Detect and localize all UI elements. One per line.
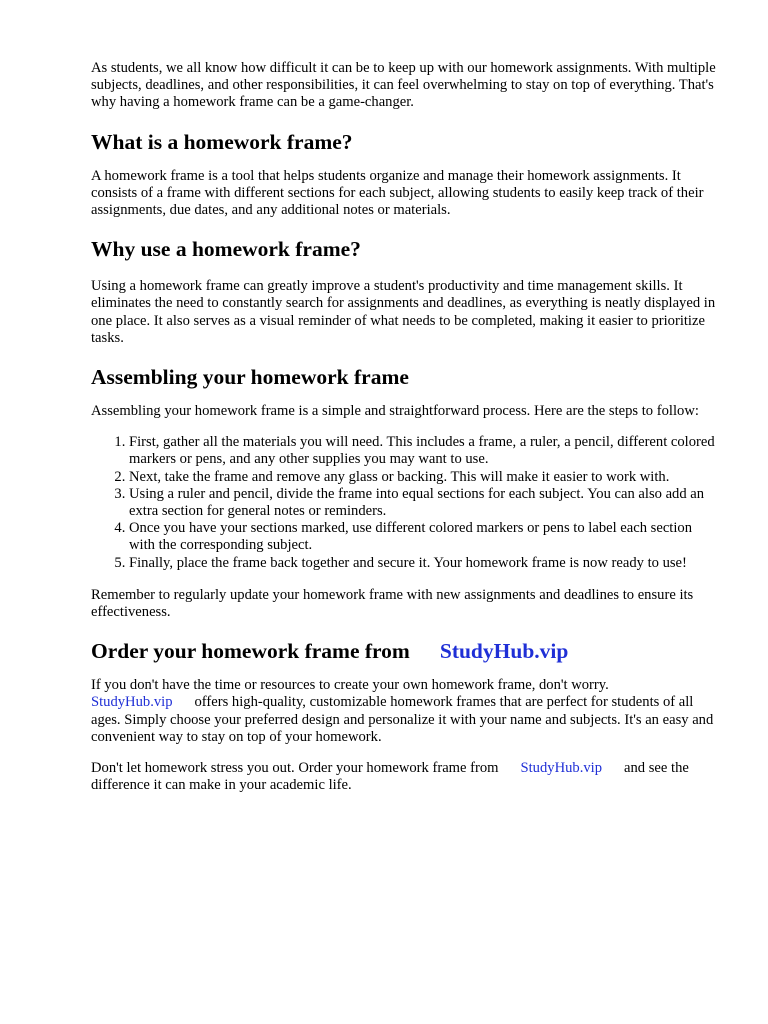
heading-order (91, 638, 721, 664)
final-paragraph-prefix: Don't let homework stress you out. Order your homework frame from (91, 760, 499, 777)
list-item: 3. Using a ruler and pencil, divide the frame into equal sections for each subject. You can also add an extra section for general notes or reminders. (129, 486, 721, 520)
heading-what-is: What is a homework frame? (91, 129, 353, 154)
assembly-steps-list (91, 434, 721, 572)
remember-paragraph: Remember to regularly update your homework frame with new assignments and deadlines to ensure its effectiveness. (91, 586, 694, 621)
order-paragraph-prefix: If you don't have the time or resources to create your own homework frame, don't worry. (91, 677, 609, 694)
heading-order-text: Order your homework frame from (91, 639, 410, 664)
list-item: 2. Next, take the frame and remove any glass or backing. This will make it easier to work with. (129, 469, 721, 486)
heading-assembling: Assembling your homework frame (91, 365, 409, 390)
studyhub-body-link[interactable]: StudyHub.vip (91, 694, 173, 711)
why-use-paragraph: Using a homework frame can greatly improve a student's productivity and time management skills. It eliminates the need to constantly search for assignments and deadlines, as everything is neatly displayed in one place. It also serves as a visual reminder of what needs to be completed, making it easier to prioritize tasks. (91, 278, 716, 346)
assembling-intro-paragraph: Assembling your homework frame is a simple and straightforward process. Here are the steps to follow: (91, 403, 699, 420)
document-page (91, 60, 721, 794)
list-item: 1. First, gather all the materials you will need. This includes a frame, a ruler, a pencil, different colored markers or pens, and any other supplies you may want to use. (129, 434, 721, 468)
intro-paragraph: As students, we all know how difficult it can be to keep up with our homework assignments. With multiple subjects, deadlines, and other responsibilities, it can feel overwhelming to stay on top of everything. That's why having a homework frame can be a game-changer. (91, 60, 716, 111)
list-item: 4. Once you have your sections marked, use different colored markers or pens to label each section with the corresponding subject. (129, 520, 721, 554)
heading-why-use: Why use a homework frame? (91, 237, 361, 262)
order-paragraph-suffix: offers high-quality, customizable homework frames that are perfect for students of all ages. Simply choose your preferred design and personalize it with your name and subjects. It's an easy and convenient way to stay on top of your homework. (91, 694, 714, 745)
studyhub-final-link[interactable]: StudyHub.vip (520, 760, 603, 777)
list-item: 5. Finally, place the frame back together and secure it. Your homework frame is now ready to use! (129, 555, 721, 572)
final-paragraph (91, 760, 721, 794)
order-paragraph (91, 677, 721, 746)
final-paragraph-suffix: and see the difference it can make in your academic life. (91, 760, 689, 794)
what-is-paragraph: A homework frame is a tool that helps students organize and manage their homework assignments. It consists of a frame with different sections for each subject, allowing students to easily keep track of their assignments, due dates, and any additional notes or materials. (91, 167, 704, 219)
studyhub-heading-link[interactable]: StudyHub.vip (439, 639, 569, 664)
